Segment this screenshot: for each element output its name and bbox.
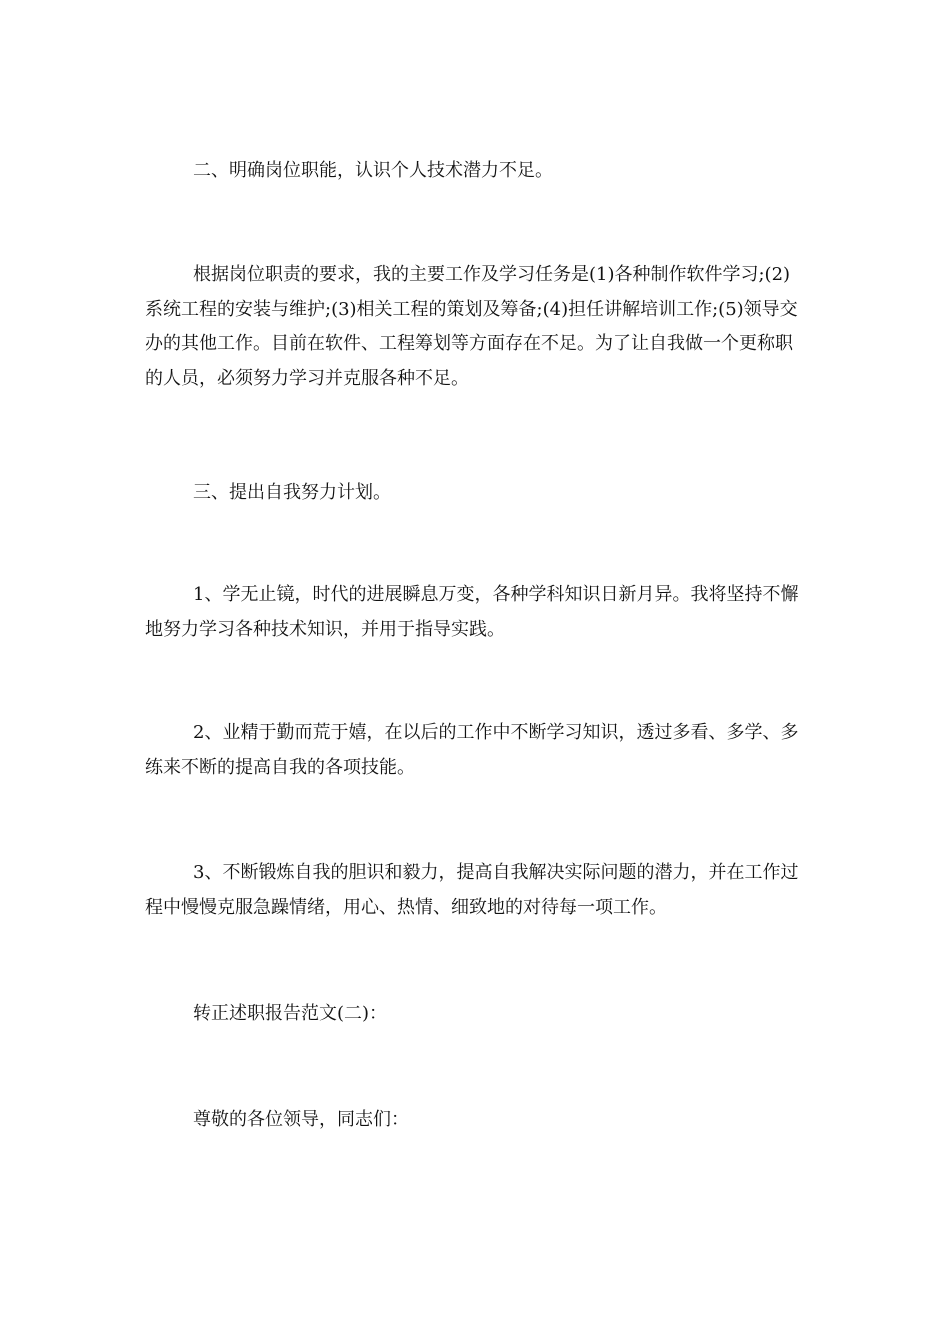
section-heading-2: 二、明确岗位职能，认识个人技术潜力不足。 <box>193 160 553 181</box>
body-paragraph-duties: 根据岗位职责的要求，我的主要工作及学习任务是(1)各种制作软件学习;(2)系统工程的安装与维护;(3)相关工程的策划及筹备;(4)担任讲解培训工作;(5)领导交办的其他工作。目前在软件、工程筹划等方面存在不足。为了让自我做一个更称职的人员，必须努力学习并克服各种不足。 <box>145 264 798 389</box>
plan-item-2: 2、业精于勤而荒于嬉，在以后的工作中不断学习知识，透过多看、多学、多练来不断的提高自我的各项技能。 <box>145 722 799 778</box>
sample-title: 转正述职报告范文(二)： <box>193 1003 388 1024</box>
section-heading-3: 三、提出自我努力计划。 <box>193 482 391 503</box>
plan-item-3: 3、不断锻炼自我的胆识和毅力，提高自我解决实际问题的潜力，并在工作过程中慢慢克服急躁情绪，用心、热情、细致地的对待每一项工作。 <box>145 862 799 918</box>
plan-item-1: 1、学无止镜，时代的进展瞬息万变，各种学科知识日新月异。我将坚持不懈地努力学习各种技术知识，并用于指导实践。 <box>145 584 799 640</box>
salutation: 尊敬的各位领导，同志们： <box>193 1109 409 1130</box>
